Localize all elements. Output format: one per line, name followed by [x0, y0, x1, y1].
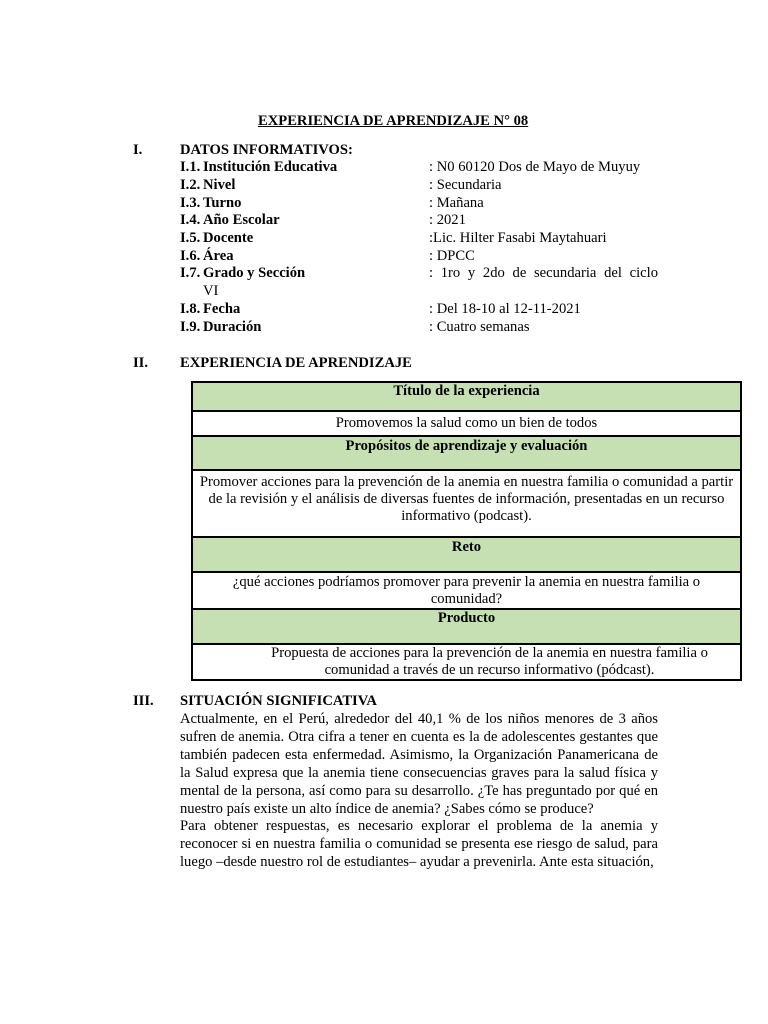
datos-value-area: : DPCC — [429, 248, 475, 264]
datos-label-institucion: Institución Educativa — [203, 159, 338, 175]
table-cell-reto: ¿qué acciones podríamos promover para prevenir la anemia en nuestra familia o comunidad? — [192, 572, 741, 609]
datos-value-docente: :Lic. Hilter Fasabi Maytahuari — [429, 230, 607, 246]
experiencia-table — [191, 381, 742, 681]
datos-label-area: Área — [203, 248, 234, 264]
table-header-titulo: Título de la experiencia — [192, 382, 741, 411]
datos-value-duracion: : Cuatro semanas — [429, 319, 530, 335]
section-number-three: III. — [133, 693, 154, 709]
datos-value-anio: : 2021 — [429, 212, 466, 228]
datos-label-grado: Grado y Sección — [203, 265, 306, 281]
section-heading-datos: DATOS INFORMATIVOS: — [180, 142, 353, 158]
datos-value-fecha: : Del 18-10 al 12-11-2021 — [429, 301, 581, 317]
datos-label-fecha: Fecha — [203, 301, 241, 317]
datos-label-nivel: Nivel — [203, 177, 236, 193]
datos-num-3: I.3. — [180, 195, 201, 211]
table-header-propositos: Propósitos de aprendizaje y evaluación — [192, 436, 741, 470]
datos-value-grado-cont: VI — [203, 283, 219, 299]
datos-label-duracion: Duración — [203, 319, 262, 335]
datos-value-grado: : 1ro y 2do de secundaria del ciclo — [429, 265, 658, 281]
section-number-two: II. — [133, 355, 149, 371]
situacion-paragraph-1: Actualmente, en el Perú, alrededor del 40,1 % de los niños menores de 3 años sufren de anemia. Otra cifra a tener en cuenta es la de adolescentes gestantes que también padecen esta enfermedad. Asimismo, la Organización Panamericana de la Salud expresa que la anemia tiene consecuencias graves para la salud física y mental de la persona, así como para su desarrollo. ¿Te has preguntado por qué en nuestro país existe un alto índice de anemia? ¿Sabes cómo se produce? — [180, 711, 658, 817]
datos-num-6: I.6. — [180, 248, 201, 264]
datos-num-2: I.2. — [180, 177, 201, 193]
section-number-one: I. — [133, 142, 143, 158]
datos-value-nivel: : Secundaria — [429, 177, 502, 193]
datos-label-turno: Turno — [203, 195, 242, 211]
section-heading-experiencia: EXPERIENCIA DE APRENDIZAJE — [180, 355, 412, 371]
document-title: EXPERIENCIA DE APRENDIZAJE N° 08 — [258, 113, 529, 129]
datos-num-7: I.7. — [180, 265, 201, 281]
datos-label-anio: Año Escolar — [203, 212, 280, 228]
datos-num-1: I.1. — [180, 159, 201, 175]
table-header-reto: Reto — [192, 537, 741, 572]
situacion-text — [180, 711, 658, 872]
table-cell-propositos: Promover acciones para la prevención de la anemia en nuestra familia o comunidad a partir de la revisión y el análisis de diversas fuentes de información, presentadas en un recurso informativo (podcast). — [192, 470, 741, 537]
datos-num-9: I.9. — [180, 319, 201, 335]
datos-value-institucion: : N0 60120 Dos de Mayo de Muyuy — [429, 159, 641, 175]
table-cell-titulo: Promovemos la salud como un bien de todos — [192, 411, 741, 436]
datos-value-turno: : Mañana — [429, 195, 484, 211]
section-heading-situacion: SITUACIÓN SIGNIFICATIVA — [180, 693, 377, 709]
datos-num-4: I.4. — [180, 212, 201, 228]
datos-num-5: I.5. — [180, 230, 201, 246]
table-header-producto: Producto — [192, 609, 741, 644]
datos-num-8: I.8. — [180, 301, 201, 317]
situacion-paragraph-2: Para obtener respuestas, es necesario explorar el problema de la anemia y reconocer si en nuestra familia o comunidad se presenta ese riesgo de salud, para luego –desde nuestro rol de estudiantes– ayudar a prevenirla. Ante esta situación, — [180, 818, 658, 871]
table-cell-producto: Propuesta de acciones para la prevención de la anemia en nuestra familia o comunidad a través de un recurso informativo (pódcast). — [192, 644, 741, 680]
datos-label-docente: Docente — [203, 230, 254, 246]
